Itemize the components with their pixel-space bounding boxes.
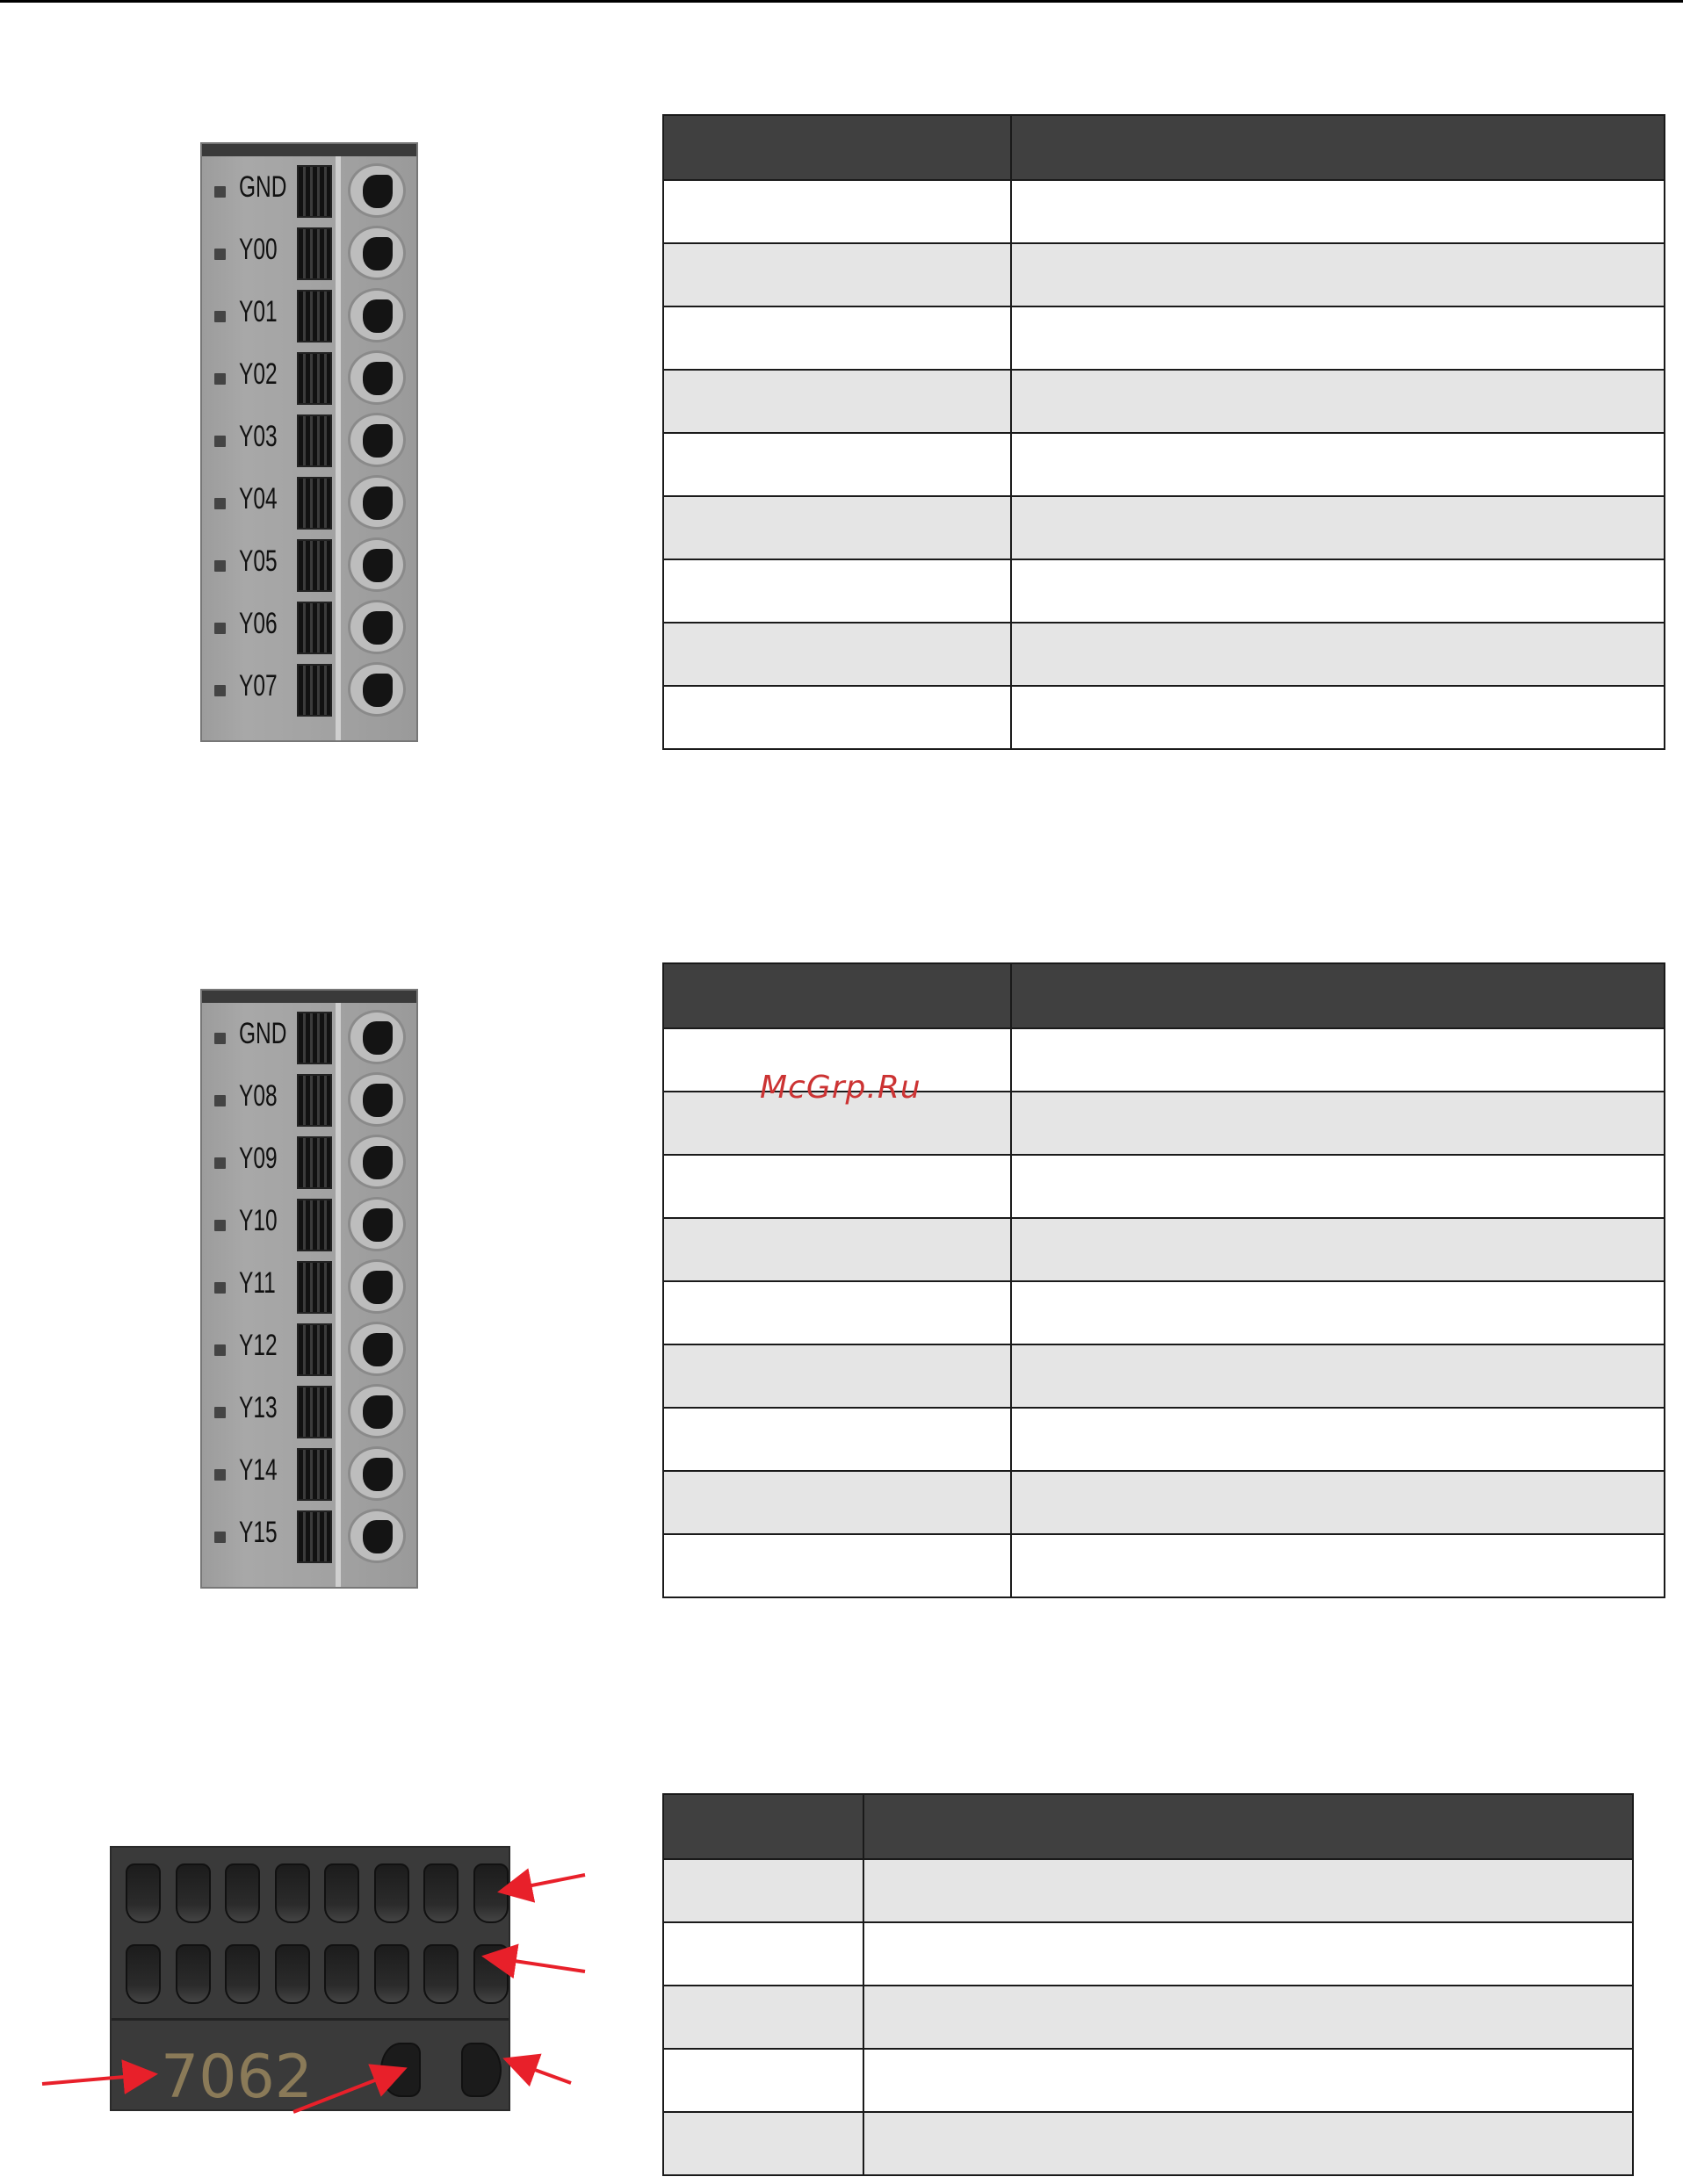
table-row: [663, 370, 1665, 433]
table-row: [663, 1218, 1665, 1281]
table-row: [663, 433, 1665, 496]
pin-row: [202, 1193, 416, 1256]
pin-indicator: [214, 1220, 226, 1231]
table-cell: [1011, 370, 1665, 433]
wire-hole: [348, 163, 406, 218]
pin-label: Y01: [239, 295, 278, 328]
spring-clip: [297, 1510, 332, 1563]
top-rule: [0, 0, 1683, 3]
pin-indicator: [214, 186, 226, 198]
table-row: [663, 686, 1665, 749]
pin-row: [202, 472, 416, 534]
spring-clip: [297, 1323, 332, 1376]
table-row: [663, 243, 1665, 306]
seven-segment-display: 7062: [161, 2043, 314, 2112]
table-cell: [1011, 1155, 1665, 1218]
pin-indicator: [214, 623, 226, 634]
table-row: [663, 1344, 1665, 1408]
pin-indicator: [214, 436, 226, 447]
table-row: [663, 496, 1665, 559]
pin-indicator: [214, 1344, 226, 1356]
spring-clip: [297, 602, 332, 654]
pin-label: Y00: [239, 233, 278, 266]
table-cell: [1011, 180, 1665, 243]
terminal-top-strip: [202, 991, 416, 1003]
table-cell: [663, 1344, 1011, 1408]
pin-row: [202, 1006, 416, 1069]
table-row: [663, 1408, 1665, 1471]
table-cell: [1011, 623, 1665, 686]
spring-clip: [297, 414, 332, 467]
table-cell: [863, 1859, 1633, 1922]
table-cell: [1011, 1534, 1665, 1597]
pin-row: [202, 1318, 416, 1380]
wire-hole: [348, 1509, 406, 1563]
table-cell: [663, 623, 1011, 686]
spring-clip: [297, 664, 332, 717]
table-cell: [663, 1922, 863, 1986]
table-row: [663, 2049, 1633, 2112]
table-cell: [663, 2112, 863, 2175]
spring-clip: [297, 539, 332, 592]
table-header-item: [663, 1794, 863, 1859]
wire-hole: [348, 1322, 406, 1376]
table-row: [663, 1859, 1633, 1922]
callout-arrows: [0, 1809, 615, 2178]
pin-indicator: [214, 1532, 226, 1543]
wire-hole: [348, 475, 406, 530]
pin-row: [202, 596, 416, 659]
table-cell: [1011, 1344, 1665, 1408]
pin-indicator: [214, 1033, 226, 1044]
table-cell: [1011, 243, 1665, 306]
wire-hole: [348, 350, 406, 405]
table-cell: [663, 686, 1011, 749]
wire-hole: [348, 413, 406, 467]
pin-row: [202, 347, 416, 409]
pin-indicator: [214, 1469, 226, 1481]
table-cell: [663, 1534, 1011, 1597]
pin-row: [202, 1069, 416, 1131]
table-cell: [1011, 686, 1665, 749]
table-row: [663, 1155, 1665, 1218]
table-cell: [663, 370, 1011, 433]
spring-clip: [297, 165, 332, 218]
pin-label: Y11: [239, 1266, 276, 1300]
pin-row: [202, 659, 416, 721]
table-cell: [863, 2049, 1633, 2112]
pin-indicator: [214, 249, 226, 260]
pin-label: Y07: [239, 669, 278, 703]
table-cell: [663, 1408, 1011, 1471]
table-cell: [1011, 496, 1665, 559]
arrow-bottom-led: [485, 1957, 585, 1971]
pin-indicator: [214, 560, 226, 572]
pin-row: [202, 285, 416, 347]
table-cell: [663, 1155, 1011, 1218]
pin-indicator: [214, 1095, 226, 1106]
table-row: [663, 306, 1665, 370]
table-cell: [663, 2049, 863, 2112]
table-cell: [863, 1922, 1633, 1986]
table-row: [663, 2112, 1633, 2175]
table-cell: [1011, 1471, 1665, 1534]
wire-hole: [348, 1384, 406, 1438]
wire-hole: [348, 1135, 406, 1189]
pin-label: Y03: [239, 420, 278, 453]
pin-label: GND: [239, 1017, 287, 1050]
spring-clip: [297, 477, 332, 530]
pin-row: [202, 160, 416, 222]
table-cell: [1011, 433, 1665, 496]
pin-label: Y09: [239, 1142, 278, 1175]
table-cell: [863, 1986, 1633, 2049]
pin-row: [202, 222, 416, 285]
pin-row: [202, 1131, 416, 1193]
table-cell: [663, 1218, 1011, 1281]
table-cell: [663, 433, 1011, 496]
arrow-right-button: [506, 2059, 571, 2083]
pin-label: Y08: [239, 1079, 278, 1113]
table-row: [663, 559, 1665, 623]
pin-label: Y05: [239, 544, 278, 578]
pin-label: Y10: [239, 1204, 278, 1237]
table-row: [663, 1281, 1665, 1344]
table-cell: [1011, 1218, 1665, 1281]
spring-clip: [297, 290, 332, 342]
pin-label: Y02: [239, 357, 278, 391]
table-cell: [663, 243, 1011, 306]
pin-row: [202, 409, 416, 472]
arrow-display: [42, 2074, 155, 2084]
wire-hole: [348, 1072, 406, 1127]
pin-indicator: [214, 311, 226, 322]
pin-row: [202, 534, 416, 596]
pin-label: Y14: [239, 1453, 278, 1487]
table-header-pin: [663, 115, 1011, 180]
wire-hole: [348, 1259, 406, 1314]
table-header-description: [1011, 963, 1665, 1028]
table-row: [663, 1986, 1633, 2049]
pin-label: Y12: [239, 1329, 278, 1362]
spring-clip: [297, 1012, 332, 1064]
pin-indicator: [214, 1282, 226, 1294]
table-cell: [1011, 1028, 1665, 1092]
pin-indicator: [214, 373, 226, 385]
table-cell: [1011, 1281, 1665, 1344]
pin-table-2: [662, 962, 1665, 1598]
wire-hole: [348, 1197, 406, 1251]
pin-label: Y13: [239, 1391, 278, 1424]
spring-clip: [297, 227, 332, 280]
pin-indicator: [214, 1407, 226, 1418]
terminal-block-y00-y07: [200, 142, 418, 742]
table-cell: [663, 180, 1011, 243]
pin-label: GND: [239, 170, 287, 204]
spring-clip: [297, 1074, 332, 1127]
pin-indicator: [214, 685, 226, 696]
spring-clip: [297, 1386, 332, 1438]
table-cell: [1011, 1092, 1665, 1155]
table-header-pin: [663, 963, 1011, 1028]
spring-clip: [297, 352, 332, 405]
spring-clip: [297, 1136, 332, 1189]
spring-clip: [297, 1199, 332, 1251]
terminal-block-y08-y15: [200, 989, 418, 1589]
wire-hole: [348, 1446, 406, 1501]
wire-hole: [348, 537, 406, 592]
terminal-top-strip: [202, 144, 416, 156]
table-cell: [663, 559, 1011, 623]
led-table: [662, 1793, 1634, 2176]
wire-hole: [348, 662, 406, 717]
table-cell: [1011, 306, 1665, 370]
table-cell: [663, 496, 1011, 559]
table-row: [663, 180, 1665, 243]
table-cell: [863, 2112, 1633, 2175]
pin-row: [202, 1256, 416, 1318]
table-cell: [663, 1859, 863, 1922]
table-row: [663, 1471, 1665, 1534]
pin-table-1: [662, 114, 1665, 750]
pin-row: [202, 1380, 416, 1443]
table-row: [663, 1534, 1665, 1597]
arrow-top-led: [501, 1875, 585, 1892]
pin-label: Y06: [239, 607, 278, 640]
table-header-description: [1011, 115, 1665, 180]
pin-label: Y04: [239, 482, 278, 515]
spring-clip: [297, 1261, 332, 1314]
table-cell: [1011, 559, 1665, 623]
pin-row: [202, 1443, 416, 1505]
wire-hole: [348, 1010, 406, 1064]
table-cell: [663, 306, 1011, 370]
table-row: [663, 1922, 1633, 1986]
table-cell: [663, 1281, 1011, 1344]
arrow-left-button: [293, 2069, 404, 2112]
pin-row: [202, 1505, 416, 1568]
wire-hole: [348, 288, 406, 342]
pin-label: Y15: [239, 1516, 278, 1549]
spring-clip: [297, 1448, 332, 1501]
table-row: [663, 623, 1665, 686]
table-cell: [663, 1471, 1011, 1534]
table-cell: [663, 1986, 863, 2049]
table-cell: [1011, 1408, 1665, 1471]
pin-indicator: [214, 1157, 226, 1169]
watermark: McGrp.Ru: [760, 1070, 921, 1106]
wire-hole: [348, 226, 406, 280]
pin-indicator: [214, 498, 226, 509]
wire-hole: [348, 600, 406, 654]
table-header-description: [863, 1794, 1633, 1859]
